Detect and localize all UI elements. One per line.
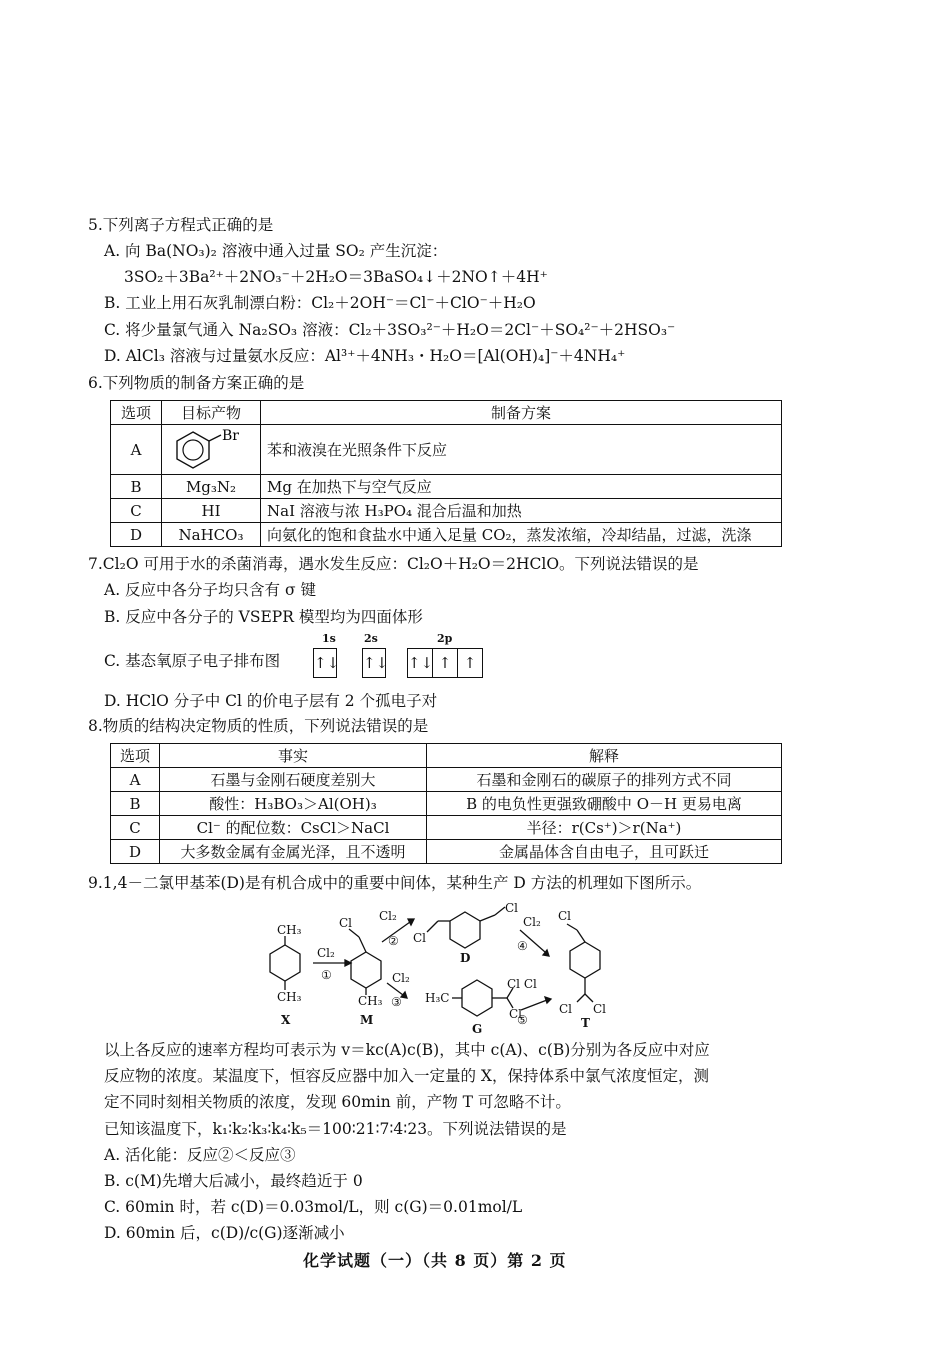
q7-option-a: A. 反应中各分子均只含有 σ 键 [104, 581, 316, 599]
table-header: 目标产物 [162, 401, 261, 425]
reason-cell: B 的电负性更强致硼酸中 O－H 更易电离 [427, 792, 782, 816]
reagent-1: Cl₂ [317, 946, 335, 960]
m-cl: Cl [339, 916, 353, 930]
d-cl-right: Cl [505, 901, 519, 915]
d-cl-left: Cl [413, 931, 427, 945]
q5-option-c: C. 将少量氯气通入 Na₂SO₃ 溶液：Cl₂＋3SO₃²⁻＋H₂O＝2Cl⁻＋SO₄²⁻＋2HSO₃⁻ [104, 321, 676, 339]
q6-stem: 6.下列物质的制备方案正确的是 [88, 374, 305, 392]
product-cell: Mg₃N₂ [162, 475, 261, 499]
plan-cell: 向氨化的饱和食盐水中通入足量 CO₂，蒸发浓缩，冷却结晶，过滤，洗涤 [261, 523, 782, 547]
benzene-ring-g [462, 980, 492, 1016]
t-cl-left: Cl [559, 1002, 573, 1016]
q9-stem: 9.1,4－二氯甲基苯(D)是有机合成中的重要中间体，某种生产 D 方法的机理如下图所示。 [88, 874, 702, 892]
reason-cell: 石墨和金刚石的碳原子的排列方式不同 [427, 768, 782, 792]
page-footer: 化学试题（一）（共 8 页）第 2 页 [303, 1251, 567, 1270]
x-ch3-bottom: CH₃ [277, 990, 302, 1004]
step-5: ⑤ [517, 1013, 528, 1027]
product-label: Br [222, 427, 239, 444]
table-row [111, 475, 782, 499]
option-cell: B [111, 792, 160, 816]
q9-paragraph-4: 已知该温度下，k₁∶k₂∶k₃∶k₄∶k₅＝100∶21∶7∶4∶23。下列说法错误的是 [104, 1120, 567, 1138]
option-cell: A [111, 768, 160, 792]
step-3: ③ [391, 995, 402, 1009]
table-row [111, 792, 782, 816]
q7-stem: 7.Cl₂O 可用于水的杀菌消毒，遇水发生反应：Cl₂O＋H₂O＝2HClO。下列说法错误的是 [88, 555, 699, 573]
fact-cell: 石墨与金刚石硬度差别大 [160, 768, 427, 792]
orbital-box-2p: ↑↓ ↑ ↑ [407, 648, 483, 678]
table-row [111, 768, 782, 792]
option-cell: A [111, 425, 162, 475]
orbital-box-2s: ↑↓ [362, 648, 386, 678]
table-header: 选项 [111, 744, 160, 768]
step-2: ② [388, 934, 399, 948]
option-cell: C [111, 499, 162, 523]
plan-cell: Mg 在加热下与空气反应 [261, 475, 782, 499]
g-cl: Cl [509, 1007, 523, 1021]
reason-cell: 金属晶体含自由电子，且可跃迁 [427, 840, 782, 864]
fact-cell: 酸性：H₃BO₃＞Al(OH)₃ [160, 792, 427, 816]
reaction-scheme [255, 900, 655, 1035]
q9-option-b: B. c(M)先增大后减小，最终趋近于 0 [104, 1172, 363, 1190]
fact-cell: 大多数金属有金属光泽，且不透明 [160, 840, 427, 864]
q7-option-d: D. HClO 分子中 Cl 的价电子层有 2 个孤电子对 [104, 692, 438, 710]
fact-cell: Cl⁻ 的配位数：CsCl＞NaCl [160, 816, 427, 840]
orbital-label-1s: 1s [322, 632, 336, 645]
orbital-label-2p: 2p [437, 632, 453, 645]
table-row [111, 425, 782, 475]
option-cell: B [111, 475, 162, 499]
orbital-box-1s: ↑↓ [313, 648, 337, 678]
label-x: X [281, 1013, 291, 1027]
table-row [111, 499, 782, 523]
m-ch3: CH₃ [358, 994, 383, 1008]
table-header: 制备方案 [261, 401, 782, 425]
label-g: G [472, 1022, 483, 1035]
reagent-3: Cl₂ [392, 971, 410, 985]
benzene-ring-x [270, 945, 300, 981]
benzene-ring-d [450, 912, 480, 948]
step-1: ① [321, 968, 332, 982]
q9-option-a: A. 活化能：反应②＜反应③ [104, 1146, 296, 1164]
benzene-ring-m [351, 952, 381, 988]
q9-paragraph-3: 定不同时刻相关物质的浓度，发现 60min 前，产物 T 可忽略不计。 [104, 1093, 571, 1111]
t-cl-right: Cl [593, 1002, 607, 1016]
table-row [111, 840, 782, 864]
q8-table [110, 743, 782, 864]
table-row [111, 523, 782, 547]
t-cl-top: Cl [558, 909, 572, 923]
q5-option-a-equation: 3SO₂＋3Ba²⁺＋2NO₃⁻＋2H₂O＝3BaSO₄↓＋2NO↑＋4H⁺ [124, 268, 548, 286]
table-row [111, 816, 782, 840]
step-4: ④ [517, 939, 528, 953]
plan-cell: 苯和液溴在光照条件下反应 [261, 425, 782, 475]
option-cell: D [111, 840, 160, 864]
option-cell: D [111, 523, 162, 547]
g-h3c: H₃C [425, 991, 450, 1005]
q5-stem: 5.下列离子方程式正确的是 [88, 216, 274, 234]
label-m: M [360, 1013, 374, 1027]
x-ch3-top: CH₃ [277, 923, 302, 937]
q9-paragraph-2: 反应物的浓度。某温度下，恒容反应器中加入一定量的 X，保持体系中氯气浓度恒定，测 [104, 1067, 709, 1085]
q7-option-c: C. 基态氧原子电子排布图 [104, 652, 281, 670]
q5-option-b: B. 工业上用石灰乳制漂白粉：Cl₂＋2OH⁻＝Cl⁻＋ClO⁻＋H₂O [104, 294, 536, 312]
label-t: T [581, 1016, 590, 1030]
benzene-ring-t [570, 942, 600, 978]
q9-option-d: D. 60min 后，c(D)/c(G)逐渐减小 [104, 1224, 345, 1242]
q7-option-b: B. 反应中各分子的 VSEPR 模型均为四面体形 [104, 608, 423, 626]
table-header: 解释 [427, 744, 782, 768]
product-cell: NaHCO₃ [162, 523, 261, 547]
q5-option-a: A. 向 Ba(NO₃)₂ 溶液中通入过量 SO₂ 产生沉淀： [104, 242, 448, 260]
orbital-label-2s: 2s [364, 632, 378, 645]
table-header-row [111, 401, 782, 425]
reagent-4: Cl₂ [523, 915, 541, 929]
plan-cell: NaI 溶液与浓 H₃PO₄ 混合后温和加热 [261, 499, 782, 523]
reagent-2: Cl₂ [379, 909, 397, 923]
table-header: 事实 [160, 744, 427, 768]
label-d: D [460, 951, 471, 965]
bromobenzene-structure [162, 425, 261, 475]
q9-option-c: C. 60min 时，若 c(D)＝0.03mol/L，则 c(G)＝0.01mol/L [104, 1198, 523, 1216]
product-cell: HI [162, 499, 261, 523]
q6-table [110, 400, 782, 547]
reason-cell: 半径：r(Cs⁺)＞r(Na⁺) [427, 816, 782, 840]
orbital-diagram [313, 648, 483, 678]
g-clcl: Cl Cl [507, 977, 537, 991]
option-cell: C [111, 816, 160, 840]
table-header-row [111, 744, 782, 768]
q5-option-d: D. AlCl₃ 溶液与过量氨水反应：Al³⁺＋4NH₃・H₂O＝[Al(OH)₄]⁻＋4NH₄⁺ [104, 347, 626, 365]
q8-stem: 8.物质的结构决定物质的性质，下列说法错误的是 [88, 717, 429, 735]
q9-paragraph-1: 以上各反应的速率方程均可表示为 v＝kc(A)c(B)，其中 c(A)、c(B)分别为各反应中对应 [104, 1041, 710, 1059]
table-header: 选项 [111, 401, 162, 425]
